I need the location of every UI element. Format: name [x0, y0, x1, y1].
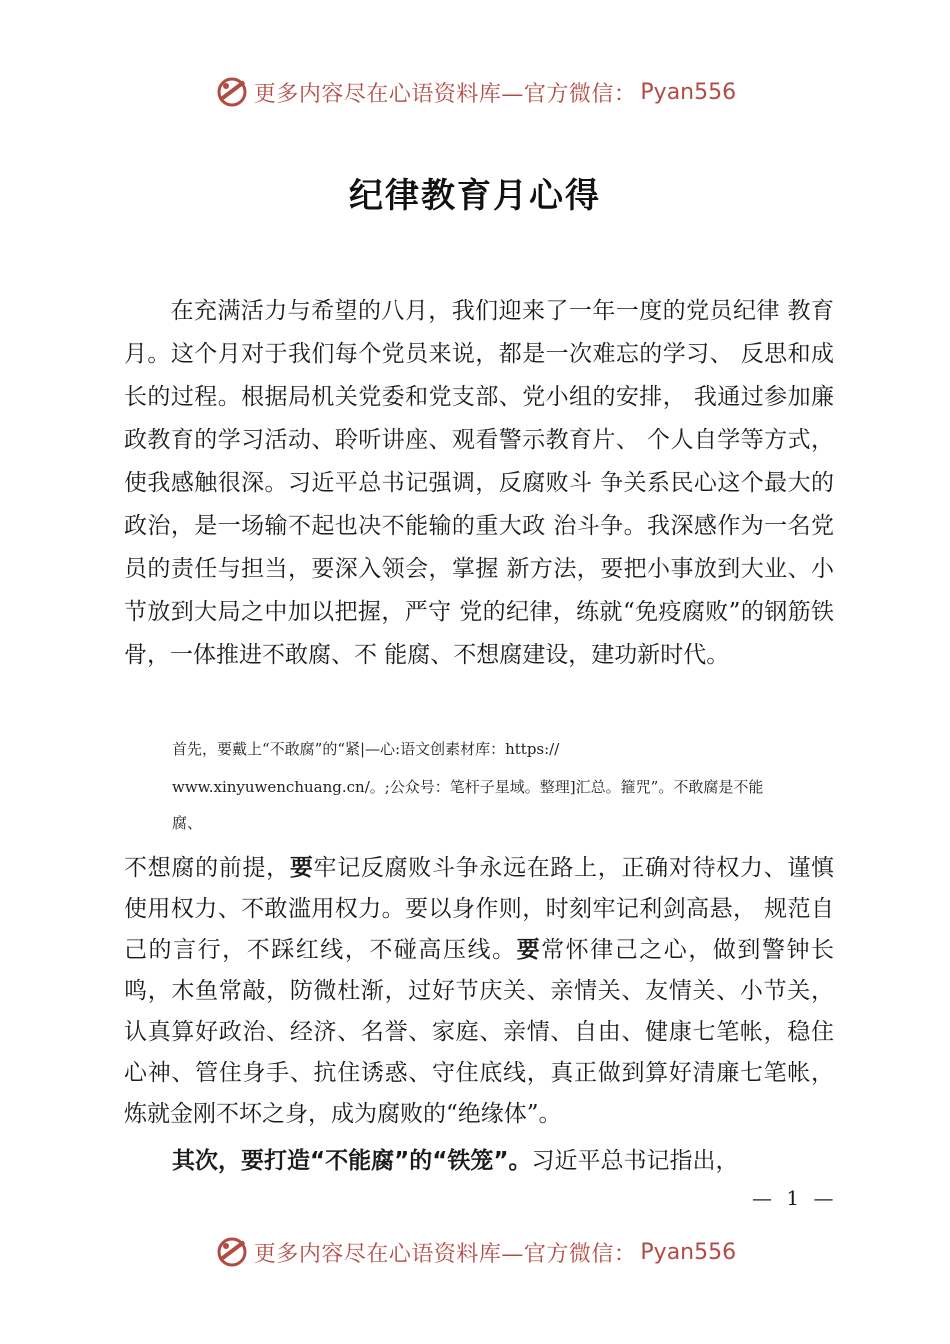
banner-wechat: Pyan556	[640, 79, 737, 105]
logo-icon	[214, 1234, 250, 1270]
paragraph-second-seg3: 常怀律己之心，做到警钟长鸣，木鱼常敲，防微杜渐，过好节庆关、亲情关、友情关、小节关，认真算好政治、经济、名誉、家庭、亲情、自由、健康七笔帐，稳住心神、管住身手、抗住诱惑、守住底线，真正做到算好清廉七笔帐，炼就金刚不坏之身，成为腐败的“绝缘体”。	[124, 937, 835, 1127]
paragraph-third-bold: 其次，要打造“不能腐”的“铁笼”。	[172, 1148, 532, 1174]
paragraph-third-rest: 习近平总书记指出，	[531, 1148, 739, 1174]
small-text-line-3: 腐、	[172, 814, 203, 832]
banner-wechat: Pyan556	[640, 1239, 737, 1265]
paragraph-intro	[124, 290, 834, 677]
page-number: — 1 —	[752, 1186, 838, 1210]
logo-icon	[214, 74, 250, 110]
paragraph-second-bold1: 要	[289, 855, 314, 881]
paragraph-intro-text: 在充满活力与希望的八月，我们迎来了一年一度的党员纪律 教育月。这个月对于我们每个党员来说，都是一次难忘的学习、 反思和成长的过程。根据局机关党委和党支部、党小组的安排， 我通过参加廉政教育的学习活动、聆听讲座、观看警示教育片、 个人自学等方式，使我感触很深。习近平总书记强调，反腐败斗 争关系民心这个最大的政治，是一场输不起也决不能输的重大政 治斗争。我深感作为一名党员的责任与担当，要深入领会，掌握 新方法，要把小事放到大业、小节放到大局之中加以把握，严守 党的纪律，练就“免疫腐败”的钢筋铁骨，一体推进不敢腐、不 能腐、不想腐建设，建功新时代。	[124, 298, 834, 668]
small-text-line-2: www.xinyuwenchuang.cn/。;公众号：笔杆子星域。整理]汇总。箍咒”。不敢腐是不能	[172, 778, 764, 796]
banner-text: 更多内容尽在心语资料库—官方微信：	[253, 1241, 637, 1267]
page-title: 纪律教育月心得	[349, 176, 601, 216]
paragraph-second-seg2: 牢记反腐败斗争永远在路上，正确对待权力、谨慎使用权力、不敢滥用权力。要以身作则，时刻牢记利剑高悬， 规范自己的言行，不踩红线，不碰高压线。	[124, 855, 835, 963]
paragraph-third	[172, 1140, 842, 1183]
footer-watermark-banner	[0, 1232, 950, 1272]
paragraph-second-bold2: 要	[516, 937, 542, 963]
paragraph-second	[124, 848, 834, 1135]
paragraph-second-seg1: 不想腐的前提，	[124, 855, 290, 881]
header-watermark-banner	[0, 72, 950, 112]
small-text-line-1: 首先，要戴上“不敢腐”的“紧|—心:语文创素材库：https://	[172, 740, 560, 758]
banner-text: 更多内容尽在心语资料库—官方微信：	[253, 81, 637, 107]
